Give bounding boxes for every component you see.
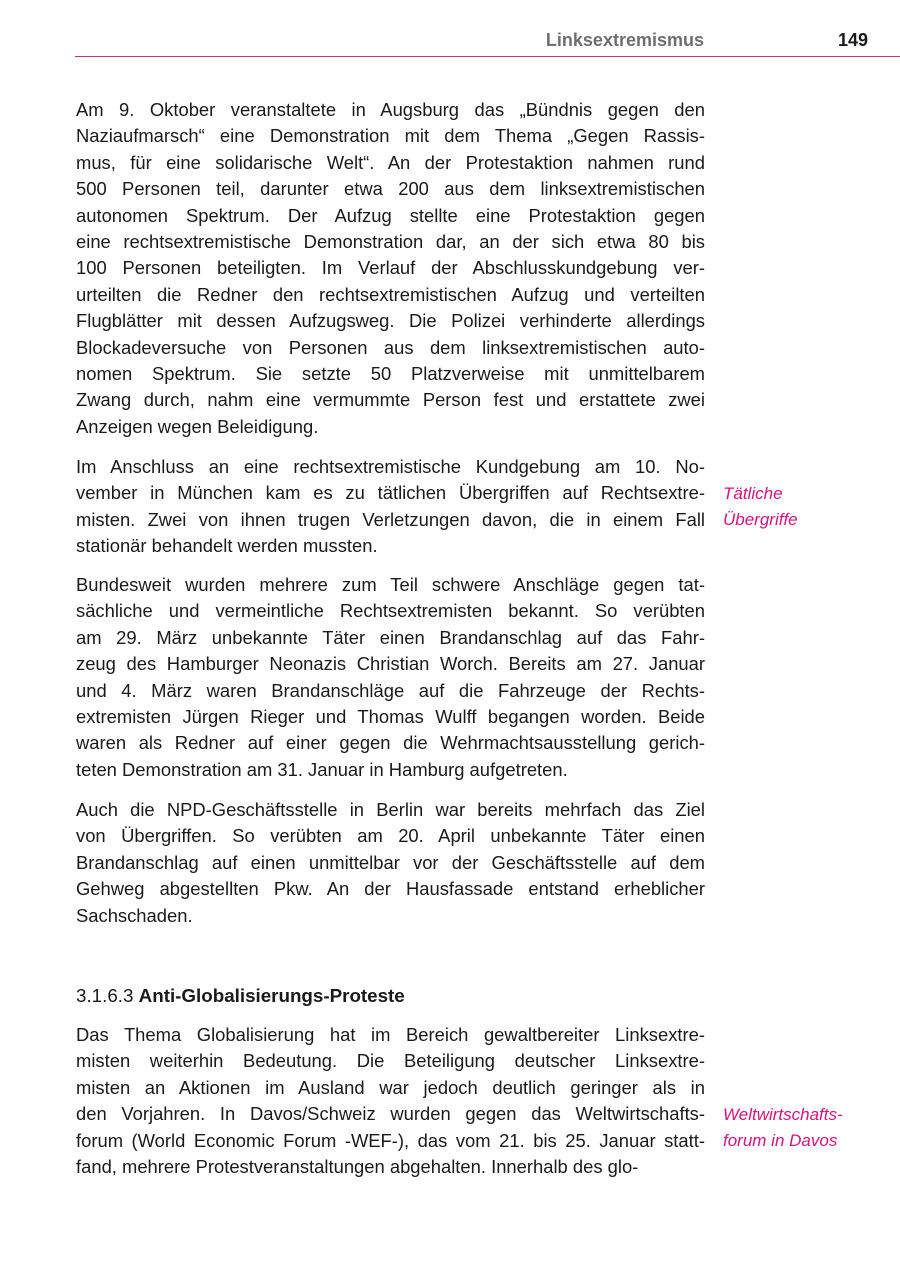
text-line: misten. Zwei von ihnen trugen Verletzungen davon, die in einem Fall (76, 508, 705, 530)
text-line: Bundesweit wurden mehrere zum Teil schwere Anschläge gegen tat- (76, 574, 705, 595)
margin-note-line: forum in Davos (723, 1131, 838, 1151)
paragraph (76, 572, 705, 783)
running-header-title: Linksextremismus (545, 30, 704, 50)
text-line: eine rechtsextremistische Demonstration dar, an der sich etwa 80 bis (76, 230, 705, 252)
text-line: den Vorjahren. In Davos/Schweiz wurden gegen das Weltwirtschafts- (76, 1103, 705, 1125)
text-line: Zwang durch, nahm eine vermummte Person fest und erstattete zwei (76, 389, 705, 411)
margin-note-line: Weltwirtschafts- (723, 1105, 843, 1124)
text-line: misten weiterhin Bedeutung. Die Beteiligung deutscher Linksextre- (76, 1050, 705, 1072)
text-line: mus, für eine solidarische Welt“. An der Protestaktion nahmen rund (76, 151, 705, 173)
paragraph (76, 454, 705, 560)
text-line: Naziaufmarsch“ eine Demonstration mit dem Thema „Gegen Rassis- (76, 125, 705, 147)
paragraph (76, 97, 705, 440)
margin-note-line: Übergriffe (723, 510, 798, 530)
text-line: forum (World Economic Forum -WEF-), das vom 21. bis 25. Januar statt- (76, 1129, 705, 1151)
header-rule (75, 56, 900, 57)
text-line: und 4. März waren Brandanschläge auf die Fahrzeuge der Rechts- (76, 679, 705, 701)
margin-note-line: Tätliche (723, 484, 783, 503)
section-heading (76, 983, 405, 1009)
margin-note (723, 481, 798, 534)
text-line: Blockadeversuche von Personen aus dem linksextremistischen auto- (76, 336, 705, 358)
text-line: urteilten die Redner den rechtsextremistischen Aufzug und verteilten (76, 283, 705, 305)
section-number: 3.1.6.3 (76, 985, 134, 1006)
text-line: autonomen Spektrum. Der Aufzug stellte eine Protestaktion gegen (76, 204, 705, 226)
margin-note (723, 1102, 843, 1155)
text-line: zeug des Hamburger Neonazis Christian Worch. Bereits am 27. Januar (76, 653, 705, 675)
text-line: 100 Personen beteiligten. Im Verlauf der Abschlusskundgebung ver- (76, 257, 705, 279)
text-line: vember in München kam es zu tätlichen Übergriffen auf Rechtsextre- (76, 482, 705, 504)
page-number: 149 (837, 30, 868, 50)
text-line: Sachschaden. (76, 904, 193, 926)
text-line: Gehweg abgestellten Pkw. An der Hausfassade entstand erheblicher (76, 878, 705, 900)
text-line: am 29. März unbekannte Täter einen Brandanschlag auf das Fahr- (76, 626, 705, 648)
text-line: Im Anschluss an eine rechtsextremistische Kundgebung am 10. No- (76, 456, 705, 477)
paragraph (76, 797, 705, 929)
text-line: 500 Personen teil, darunter etwa 200 aus dem linksextremistischen (76, 178, 705, 200)
paragraph (76, 1022, 705, 1180)
text-line: von Übergriffen. So verübten am 20. April unbekannte Täter einen (76, 825, 705, 847)
text-line: extremisten Jürgen Rieger und Thomas Wulff begangen worden. Beide (76, 705, 705, 727)
text-line: Anzeigen wegen Beleidigung. (76, 415, 319, 437)
text-line: Brandanschlag auf einen unmittelbar vor der Geschäftsstelle auf dem (76, 851, 705, 873)
text-line: nomen Spektrum. Sie setzte 50 Platzverweise mit unmittelbarem (76, 362, 705, 384)
text-line: Das Thema Globalisierung hat im Bereich gewaltbereiter Linksextre- (76, 1024, 705, 1045)
text-line: stationär behandelt werden mussten. (76, 535, 378, 557)
text-line: waren als Redner auf einer gegen die Wehrmachtsausstellung gerich- (76, 732, 705, 754)
section-title: Anti-Globalisierungs-Proteste (138, 985, 405, 1006)
text-line: Am 9. Oktober veranstaltete in Augsburg das „Bündnis gegen den (76, 99, 705, 120)
text-line: Flugblätter mit dessen Aufzugsweg. Die Polizei verhinderte allerdings (76, 310, 705, 332)
text-line: teten Demonstration am 31. Januar in Hamburg aufgetreten. (76, 758, 568, 780)
text-line: fand, mehrere Protestveranstaltungen abgehalten. Innerhalb des glo- (76, 1155, 639, 1177)
text-line: misten an Aktionen im Ausland war jedoch deutlich geringer als in (76, 1076, 705, 1098)
text-line: sächliche und vermeintliche Rechtsextremisten bekannt. So verübten (76, 600, 705, 622)
text-line: Auch die NPD-Geschäftsstelle in Berlin war bereits mehrfach das Ziel (76, 799, 705, 820)
